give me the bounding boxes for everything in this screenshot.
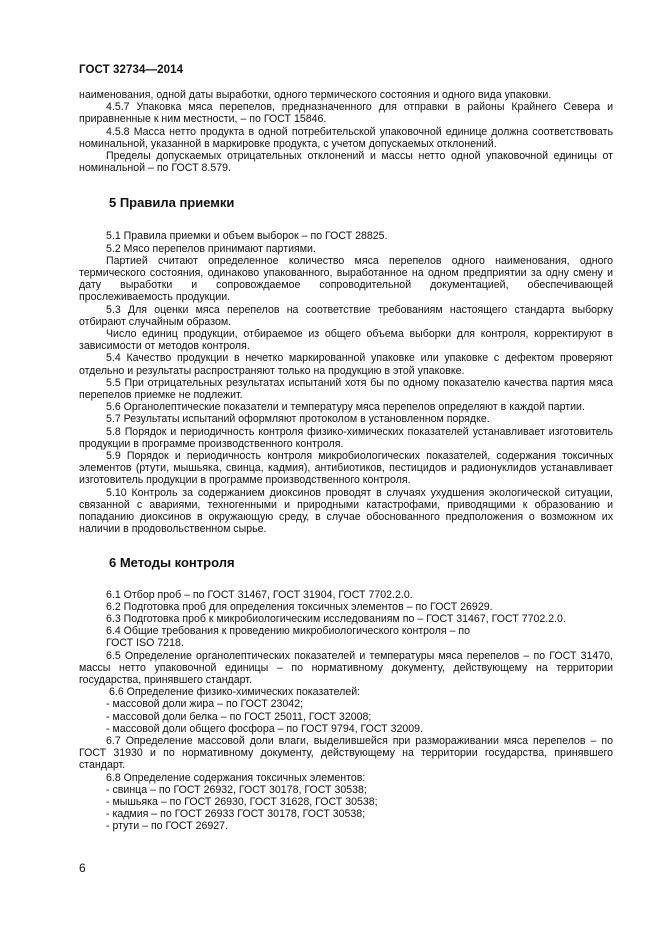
paragraph: 5.10 Контроль за содержанием диоксинов проводят в случаях ухудшения экологической ситуации, связанной с авариями, техногенными и природными катастрофами, приводящими к образованию и попаданию диоксинов в окружающую среду, в случае обоснованного предположения о возможном их наличии в продовольственном сырье. <box>79 486 613 536</box>
paragraph: Пределы допускаемых отрицательных отклонений и массы нетто одной упаковочной единицы от номинальной – по ГОСТ 8.579. <box>79 150 613 175</box>
paragraph: 5.3 Для оценки мяса перепелов на соответствие требованиям настоящего стандарта выборку отбирают случайным образом. <box>79 303 613 328</box>
paragraph: 6.6 Определение физико-химических показателей: <box>109 686 361 699</box>
list-item: - массовой доли общего фосфора – по ГОСТ 9794, ГОСТ 32009. <box>106 722 423 735</box>
list-item: - кадмия – по ГОСТ 26933 ГОСТ 30178, ГОСТ 30538; <box>106 808 366 821</box>
section-5-body <box>79 230 613 535</box>
paragraph: 6.5 Определение органолептических показателей и температуры мяса перепелов – по ГОСТ 31470, массы нетто упаковочной единицы – по нормативному документу, действующему на территории государства, принявшего стандарт. <box>79 649 613 686</box>
paragraph: 5.4 Качество продукции в нечетко маркированной упаковке или упаковке с дефектом проверяют отдельно и результаты распространяют только на продукцию в этой упаковке. <box>79 352 613 377</box>
paragraph: 5.7 Результаты испытаний оформляют протоколом в установленном порядке. <box>106 413 490 426</box>
paragraph: 4.5.8 Масса нетто продукта в одной потребительской упаковочной единице должна соответствовать номинальной, указанной в маркировке продукта, с учетом допускаемых отклонений. <box>79 125 613 150</box>
list-item: - ртути – по ГОСТ 26927. <box>106 820 229 833</box>
list-item: - массовой доли белка – по ГОСТ 25011, ГОСТ 32008; <box>106 710 372 723</box>
page-number: 6 <box>79 861 86 875</box>
section-6-body <box>79 589 613 833</box>
paragraph: наименования, одной даты выработки, одного термического состояния и одного вида упаковки. <box>79 89 552 101</box>
intro-block <box>79 89 613 174</box>
list-item: - свинца – по ГОСТ 26932, ГОСТ 30178, ГОСТ 30538; <box>106 783 367 796</box>
list-item: - массовой доли жира – по ГОСТ 23042; <box>106 698 304 711</box>
section-heading-6: 6 Методы контроля <box>109 554 235 570</box>
paragraph: 5.2 Мясо перепелов принимают партиями. <box>106 242 316 255</box>
paragraph: 4.5.7 Упаковка мяса перепелов, предназначенного для отправки в районы Крайнего Севера и приравненные к ним местности, – по ГОСТ 15846. <box>79 101 613 126</box>
list-item: - мышьяка – по ГОСТ 26930, ГОСТ 31628, ГОСТ 30538; <box>106 795 378 808</box>
paragraph: 5.5 При отрицательных результатах испытаний хотя бы по одному показателю качества партия мяса перепелов приемке не подлежит. <box>79 376 613 402</box>
paragraph: Число единиц продукции, отбираемое из общего объема выборки для контроля, корректируют в зависимости от методов контроля. <box>79 328 613 353</box>
paragraph-continuation: ГОСТ ISO 7218. <box>106 637 184 650</box>
section-heading-5: 5 Правила приемки <box>109 195 235 211</box>
paragraph: 6.3 Подготовка проб к микробиологическим исследованиям по – ГОСТ 31467, ГОСТ 7702.2.0. <box>106 612 566 625</box>
paragraph: 5.8 Порядок и периодичность контроля физико-химических показателей устанавливает изготовитель продукции в программе производственного контроля. <box>79 425 613 450</box>
paragraph: 6.4 Общие требования к проведению микробиологического контроля – по <box>106 625 471 638</box>
paragraph: 5.9 Порядок и периодичность контроля микробиологических показателей, содержания токсичных элементов (ртути, мышьяка, свинца, кадмия), антибиотиков, пестицидов и радионуклидов устанавливает изготовитель продукции в программе производственного контроля. <box>79 450 613 487</box>
paragraph: 6.8 Определение содержания токсичных элементов: <box>106 771 366 784</box>
paragraph: 5.1 Правила приемки и объем выборок – по ГОСТ 28825. <box>106 230 388 243</box>
standard-code-header: ГОСТ 32734—2014 <box>79 64 184 76</box>
paragraph: 6.1 Отбор проб – по ГОСТ 31467, ГОСТ 31904, ГОСТ 7702.2.0. <box>106 588 413 601</box>
document-body <box>79 89 613 833</box>
paragraph: 6.2 Подготовка проб для определения токсичных элементов – по ГОСТ 26929. <box>106 600 493 613</box>
paragraph: Партией считают определенное количество мяса перепелов одного наименования, одного термического состояния, одинаково упакованного, выработанное на одном предприятии за одну смену и дату выработки и сопровождаемое сопроводительной документацией, обеспечивающей прослеживаемость продукции. <box>79 254 613 304</box>
paragraph: 5.6 Органолептические показатели и температуру мяса перепелов определяют в каждой партии. <box>106 401 585 414</box>
paragraph: 6.7 Определение массовой доли влаги, выделившейся при размораживании мяса перепелов – по ГОСТ 31930 и по нормативному документу, действующему на территории государства, принявшего стандарт. <box>79 734 613 772</box>
